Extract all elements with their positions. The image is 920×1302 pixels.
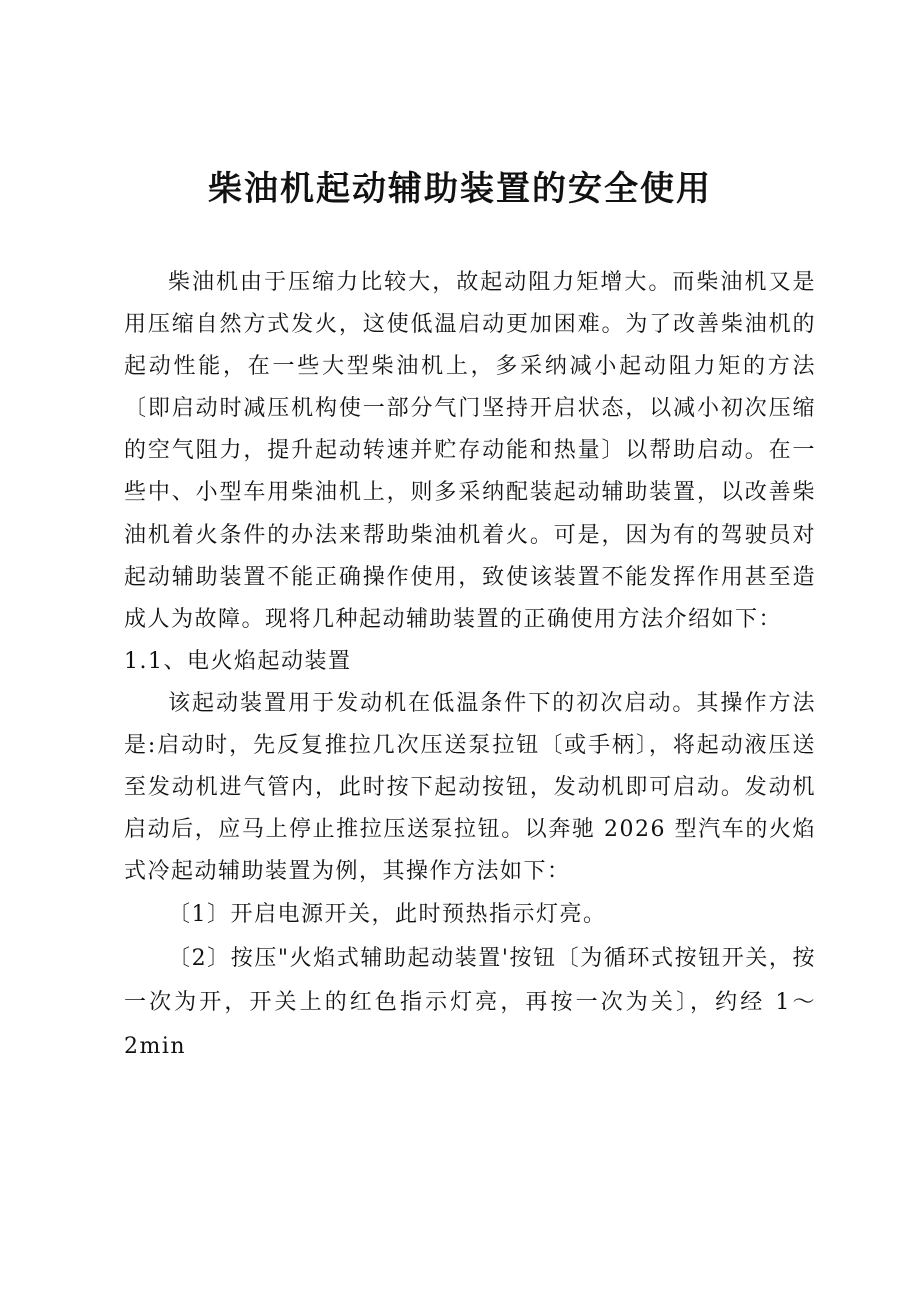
section-heading: 1.1、电火焰起动装置 <box>124 648 352 674</box>
document-body <box>124 262 816 1069</box>
step-item: 〔1〕开启电源开关，此时预热指示灯亮。 <box>168 902 607 928</box>
document-title: 柴油机起动辅助装置的安全使用 <box>208 169 712 209</box>
section-paragraph: 该起动装置用于发动机在低温条件下的初次启动。其操作方法是:启动时，先反复推拉几次压送泵拉钮〔或手柄〕，将起动液压送至发动机进气管内，此时按下起动按钮，发动机即可启动。发动机启动后，应马上停止推拉压送泵拉钮。以奔驰 2026 型汽车的火焰式冷起动辅助装置为例，其操作方法如下： <box>124 690 816 885</box>
intro-paragraph: 柴油机由于压缩力比较大，故起动阻力矩增大。而柴油机又是用压缩自然方式发火，这使低温启动更加困难。为了改善柴油机的起动性能，在一些大型柴油机上，多采纳减小起动阻力矩的方法〔即启动时减压机构使一部分气门坚持开启状态，以减小初次压缩的空气阻力，提升起动转速并贮存动能和热量〕以帮助启动。在一些中、小型车用柴油机上，则多采纳配装起动辅助装置，以改善柴油机着火条件的办法来帮助柴油机着火。可是，因为有的驾驶员对起动辅助装置不能正确操作使用，致使该装置不能发挥作用甚至造成人为故障。现将几种起动辅助装置的正确使用方法介绍如下： <box>124 270 816 632</box>
step-item: 〔2〕按压"火焰式辅助起动装置'按钮〔为循环式按钮开关，按一次为开，开关上的红色指示灯亮，再按一次为关〕，约经 1～2min <box>124 946 816 1060</box>
